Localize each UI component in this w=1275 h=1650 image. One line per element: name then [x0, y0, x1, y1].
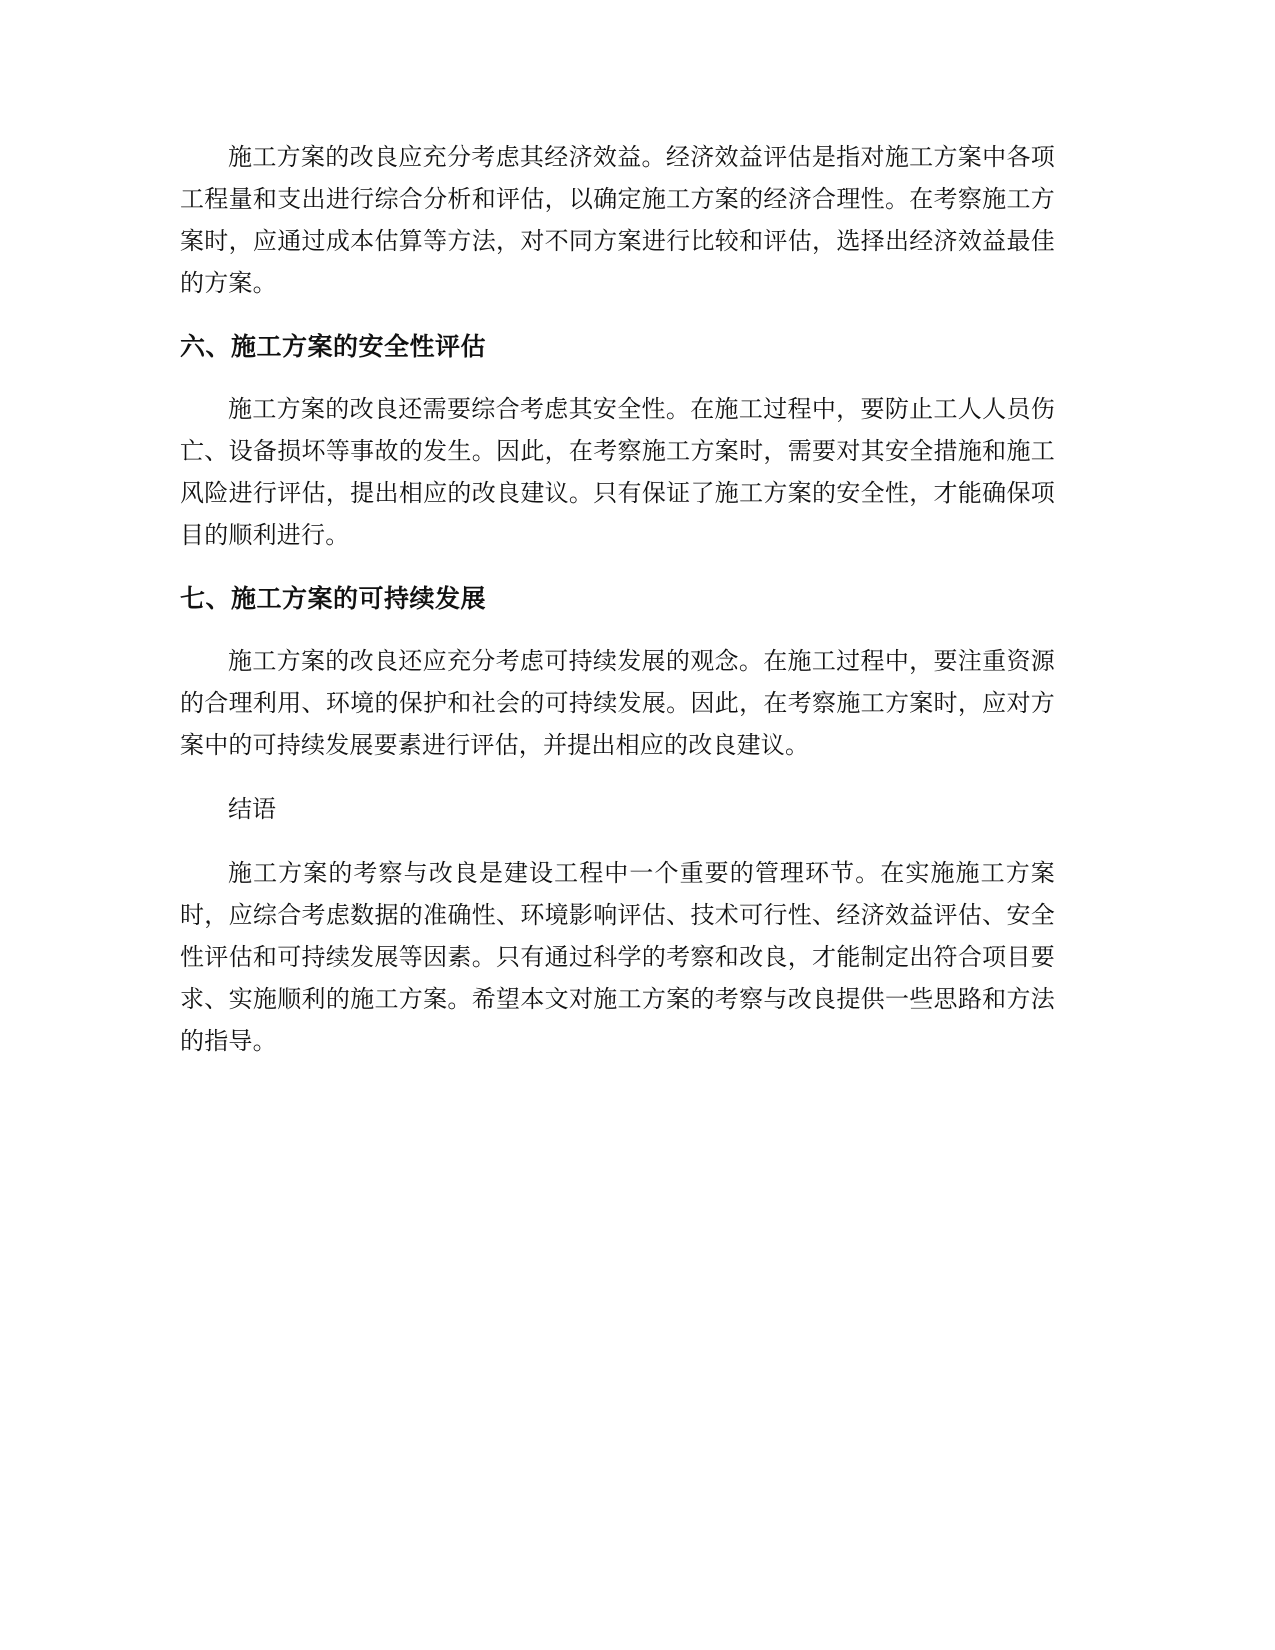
section-seven-paragraph: 施工方案的改良还应充分考虑可持续发展的观念。在施工过程中，要注重资源的合理利用、环境的保护和社会的可持续发展。因此，在考察施工方案时，应对方案中的可持续发展要素进行评估，并提出相应的改良建议。 — [180, 647, 1055, 759]
paragraph-economic-benefit: 施工方案的改良应充分考虑其经济效益。经济效益评估是指对施工方案中各项工程量和支出进行综合分析和评估，以确定施工方案的经济合理性。在考察施工方案时，应通过成本估算等方法，对不同方案进行比较和评估，选择出经济效益最佳的方案。 — [180, 143, 1055, 297]
section-seven-heading: 七、施工方案的可持续发展 — [180, 584, 487, 613]
section-six-paragraph: 施工方案的改良还需要综合考虑其安全性。在施工过程中，要防止工人人员伤亡、设备损坏等事故的发生。因此，在考察施工方案时，需要对其安全措施和施工风险进行评估，提出相应的改良建议。只有保证了施工方案的安全性，才能确保项目的顺利进行。 — [180, 395, 1055, 549]
section-six-heading: 六、施工方案的安全性评估 — [180, 332, 487, 361]
conclusion-paragraph: 施工方案的考察与改良是建设工程中一个重要的管理环节。在实施施工方案时，应综合考虑数据的准确性、环境影响评估、技术可行性、经济效益评估、安全性评估和可持续发展等因素。只有通过科学的考察和改良，才能制定出符合项目要求、实施顺利的施工方案。希望本文对施工方案的考察与改良提供一些思路和方法的指导。 — [180, 859, 1055, 1055]
conclusion-label: 结语 — [228, 795, 276, 823]
document-page — [180, 136, 1055, 1084]
